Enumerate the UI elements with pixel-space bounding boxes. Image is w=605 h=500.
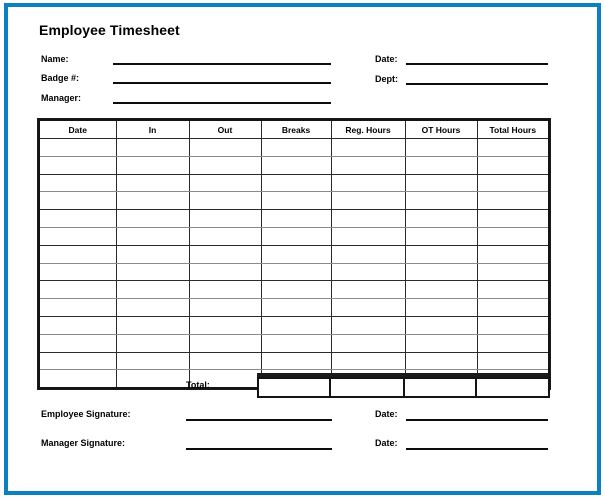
cell-ot-hours[interactable]: [405, 245, 477, 263]
cell-total-hours[interactable]: [477, 192, 549, 210]
cell-breaks[interactable]: [261, 174, 331, 192]
cell-date[interactable]: [39, 352, 116, 370]
cell-in[interactable]: [116, 334, 189, 352]
cell-date[interactable]: [39, 210, 116, 228]
cell-in[interactable]: [116, 192, 189, 210]
cell-out[interactable]: [189, 227, 261, 245]
manager-input-line[interactable]: [113, 102, 331, 104]
manager-signature-line[interactable]: [186, 448, 332, 450]
cell-out[interactable]: [189, 192, 261, 210]
manager-label: Manager:: [41, 93, 82, 103]
column-header-breaks: Breaks: [261, 120, 331, 139]
cell-out[interactable]: [189, 156, 261, 174]
column-header-out: Out: [189, 120, 261, 139]
cell-out[interactable]: [189, 334, 261, 352]
column-header-total-hours: Total Hours: [477, 120, 549, 139]
cell-date[interactable]: [39, 245, 116, 263]
total-cell-breaks[interactable]: [258, 378, 330, 397]
total-label: Total:: [186, 380, 210, 390]
cell-in[interactable]: [116, 370, 189, 388]
column-header-ot-hours: OT Hours: [405, 120, 477, 139]
table-row: [39, 174, 549, 192]
cell-breaks[interactable]: [261, 210, 331, 228]
cell-in[interactable]: [116, 281, 189, 299]
table-row: [39, 227, 549, 245]
date-input-line[interactable]: [406, 63, 548, 65]
badge-label: Badge #:: [41, 73, 80, 83]
cell-in[interactable]: [116, 352, 189, 370]
cell-in[interactable]: [116, 263, 189, 281]
cell-reg-hours[interactable]: [331, 352, 405, 370]
cell-breaks[interactable]: [261, 316, 331, 334]
cell-date[interactable]: [39, 156, 116, 174]
cell-date[interactable]: [39, 281, 116, 299]
table-row: [39, 281, 549, 299]
table-row: [39, 192, 549, 210]
cell-ot-hours[interactable]: [405, 227, 477, 245]
cell-breaks[interactable]: [261, 192, 331, 210]
cell-in[interactable]: [116, 139, 189, 157]
table-row: [39, 334, 549, 352]
table-row: [39, 316, 549, 334]
dept-input-line[interactable]: [406, 83, 548, 85]
table-row: [39, 156, 549, 174]
total-cell-total-hours[interactable]: [476, 378, 549, 397]
cell-breaks[interactable]: [261, 227, 331, 245]
cell-date[interactable]: [39, 227, 116, 245]
cell-out[interactable]: [189, 174, 261, 192]
cell-out[interactable]: [189, 245, 261, 263]
table-row: [39, 139, 549, 157]
name-label: Name:: [41, 54, 69, 64]
cell-breaks[interactable]: [261, 352, 331, 370]
cell-total-hours[interactable]: [477, 299, 549, 317]
cell-breaks[interactable]: [261, 334, 331, 352]
cell-reg-hours[interactable]: [331, 210, 405, 228]
cell-ot-hours[interactable]: [405, 299, 477, 317]
table-row: [39, 263, 549, 281]
total-cell-reg-hours[interactable]: [330, 378, 404, 397]
cell-date[interactable]: [39, 192, 116, 210]
cell-in[interactable]: [116, 227, 189, 245]
name-input-line[interactable]: [113, 63, 331, 65]
cell-reg-hours[interactable]: [331, 334, 405, 352]
cell-date[interactable]: [39, 174, 116, 192]
cell-total-hours[interactable]: [477, 281, 549, 299]
cell-total-hours[interactable]: [477, 156, 549, 174]
cell-out[interactable]: [189, 263, 261, 281]
cell-total-hours[interactable]: [477, 174, 549, 192]
cell-in[interactable]: [116, 156, 189, 174]
employee-signature-date-label: Date:: [375, 409, 398, 419]
cell-total-hours[interactable]: [477, 245, 549, 263]
cell-reg-hours[interactable]: [331, 192, 405, 210]
cell-total-hours[interactable]: [477, 334, 549, 352]
cell-out[interactable]: [189, 139, 261, 157]
cell-ot-hours[interactable]: [405, 210, 477, 228]
cell-date[interactable]: [39, 316, 116, 334]
cell-total-hours[interactable]: [477, 139, 549, 157]
cell-reg-hours[interactable]: [331, 174, 405, 192]
cell-total-hours[interactable]: [477, 352, 549, 370]
cell-out[interactable]: [189, 316, 261, 334]
cell-date[interactable]: [39, 139, 116, 157]
cell-total-hours[interactable]: [477, 316, 549, 334]
cell-ot-hours[interactable]: [405, 174, 477, 192]
table-row: [39, 299, 549, 317]
timesheet-table: [38, 119, 550, 389]
cell-breaks[interactable]: [261, 281, 331, 299]
cell-reg-hours[interactable]: [331, 299, 405, 317]
cell-in[interactable]: [116, 316, 189, 334]
total-row-table: [257, 377, 550, 398]
table-row: [258, 378, 549, 397]
cell-breaks[interactable]: [261, 263, 331, 281]
cell-reg-hours[interactable]: [331, 139, 405, 157]
cell-reg-hours[interactable]: [331, 227, 405, 245]
badge-input-line[interactable]: [113, 82, 331, 84]
cell-in[interactable]: [116, 245, 189, 263]
cell-total-hours[interactable]: [477, 263, 549, 281]
manager-signature-date-label: Date:: [375, 438, 398, 448]
cell-date[interactable]: [39, 299, 116, 317]
manager-signature-label: Manager Signature:: [41, 438, 126, 448]
cell-ot-hours[interactable]: [405, 352, 477, 370]
column-header-in: In: [116, 120, 189, 139]
manager-signature-date-line[interactable]: [406, 448, 548, 450]
cell-out[interactable]: [189, 352, 261, 370]
cell-reg-hours[interactable]: [331, 316, 405, 334]
cell-ot-hours[interactable]: [405, 316, 477, 334]
total-cell-ot-hours[interactable]: [404, 378, 476, 397]
employee-signature-date-line[interactable]: [406, 419, 548, 421]
cell-ot-hours[interactable]: [405, 334, 477, 352]
cell-breaks[interactable]: [261, 299, 331, 317]
table-row: [39, 245, 549, 263]
dept-label: Dept:: [375, 74, 398, 84]
cell-breaks[interactable]: [261, 245, 331, 263]
cell-out[interactable]: [189, 281, 261, 299]
cell-total-hours[interactable]: [477, 210, 549, 228]
cell-ot-hours[interactable]: [405, 192, 477, 210]
cell-ot-hours[interactable]: [405, 139, 477, 157]
cell-reg-hours[interactable]: [331, 263, 405, 281]
cell-ot-hours[interactable]: [405, 263, 477, 281]
cell-out[interactable]: [189, 210, 261, 228]
table-row: [39, 352, 549, 370]
date-label: Date:: [375, 54, 398, 64]
table-row: [39, 210, 549, 228]
cell-ot-hours[interactable]: [405, 281, 477, 299]
page-title: Employee Timesheet: [39, 22, 180, 38]
cell-out[interactable]: [189, 299, 261, 317]
cell-date[interactable]: [39, 263, 116, 281]
column-header-date: Date: [39, 120, 116, 139]
cell-date[interactable]: [39, 334, 116, 352]
cell-in[interactable]: [116, 174, 189, 192]
employee-signature-label: Employee Signature:: [41, 409, 131, 419]
cell-breaks[interactable]: [261, 156, 331, 174]
cell-in[interactable]: [116, 210, 189, 228]
cell-reg-hours[interactable]: [331, 281, 405, 299]
cell-ot-hours[interactable]: [405, 156, 477, 174]
cell-in[interactable]: [116, 299, 189, 317]
table-header-row: [39, 120, 549, 139]
cell-date[interactable]: [39, 370, 116, 388]
cell-total-hours[interactable]: [477, 227, 549, 245]
table-body: [39, 139, 549, 389]
cell-breaks[interactable]: [261, 139, 331, 157]
employee-signature-line[interactable]: [186, 419, 332, 421]
column-header-reg-hours: Reg. Hours: [331, 120, 405, 139]
cell-reg-hours[interactable]: [331, 156, 405, 174]
cell-reg-hours[interactable]: [331, 245, 405, 263]
